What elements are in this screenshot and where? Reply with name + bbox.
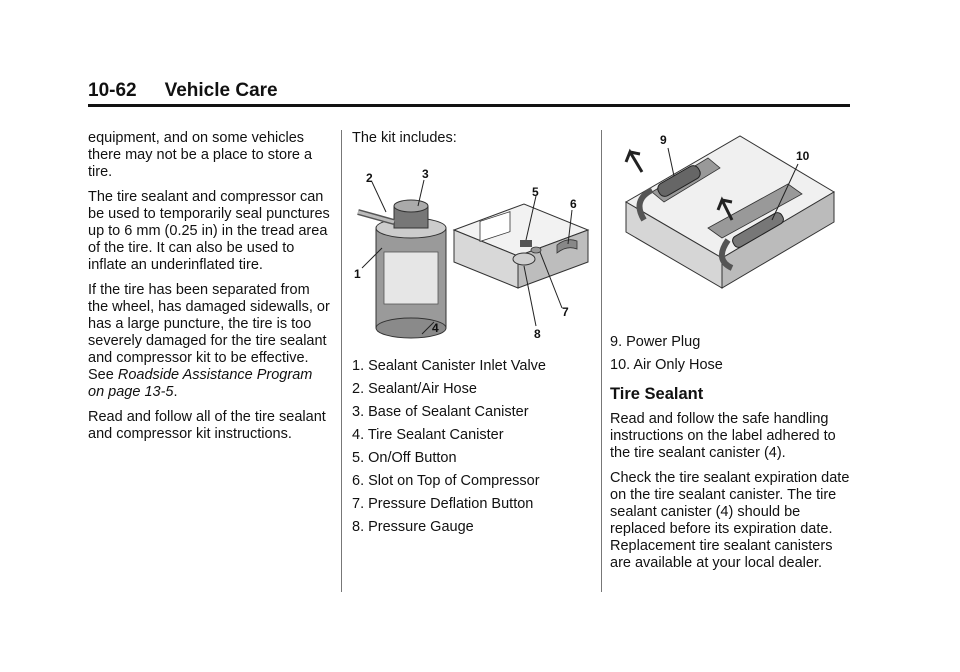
arrow-icon (626, 152, 642, 172)
list-item: 1. Sealant Canister Inlet Valve (352, 358, 546, 374)
paragraph: The tire sealant and compressor can be used to temporarily seal punctures up to 6 mm (0.25 in) in the tread area of the tire. It can also be used to inflate an underinflated tire. (88, 189, 330, 273)
callout-10: 10 (796, 149, 810, 163)
paragraph: Read and follow the safe handling instructions on the label adhered to the tire sealant canister (4). (610, 411, 836, 461)
kit-intro: The kit includes: (352, 130, 457, 146)
column-divider-2 (601, 130, 602, 592)
compressor-parts-list (610, 334, 852, 374)
paragraph: equipment, and on some vehicles there may not be a place to store a tire. (88, 130, 313, 180)
paragraph: Read and follow all of the tire sealant and compressor kit instructions. (88, 409, 326, 442)
column-2 (352, 130, 592, 155)
callout-6: 6 (570, 197, 577, 211)
paragraph: Check the tire sealant expiration date on the tire sealant canister. The tire sealant canister (4) should be replaced before its expiration date. Replacement tire sealant canisters are available at your local dealer. (610, 470, 850, 571)
page-header (88, 80, 278, 102)
sealant-compressor-kit-illustration (352, 160, 592, 350)
paragraph-end: . (173, 384, 178, 400)
list-item: 7. Pressure Deflation Button (352, 496, 534, 512)
column-3 (610, 334, 852, 580)
list-item: 9. Power Plug (610, 334, 701, 350)
section-title: Vehicle Care (164, 80, 278, 101)
list-item: 2. Sealant/Air Hose (352, 381, 477, 397)
column-1 (88, 130, 332, 451)
compressor-top-illustration (612, 128, 848, 324)
header-rule (88, 104, 850, 107)
list-item: 3. Base of Sealant Canister (352, 404, 529, 420)
callout-2: 2 (366, 171, 373, 185)
kit-contents-list (352, 358, 592, 542)
list-item: 4. Tire Sealant Canister (352, 427, 504, 443)
section-heading: Tire Sealant (610, 385, 704, 403)
list-item: 10. Air Only Hose (610, 357, 723, 373)
column-divider-1 (341, 130, 342, 592)
paragraph (88, 282, 332, 401)
list-item: 6. Slot on Top of Compressor (352, 473, 540, 489)
list-item: 8. Pressure Gauge (352, 519, 474, 535)
callout-4: 4 (432, 321, 439, 335)
page-number: 10-62 (88, 80, 137, 101)
cross-reference-link[interactable]: Roadside Assistance Program on page 13-5 (88, 367, 313, 400)
paragraph-text: If the tire has been separated from the wheel, has damaged sidewalls, or has a large puncture, the tire is too severely damaged for the tire sealant and compressor kit to be effective. See (88, 282, 330, 383)
callout-7: 7 (562, 305, 569, 319)
callout-9: 9 (660, 133, 667, 147)
callout-5: 5 (532, 185, 539, 199)
callout-3: 3 (422, 167, 429, 181)
callout-8: 8 (534, 327, 541, 341)
sealant-canister-illustration (358, 200, 446, 338)
compressor-illustration (454, 204, 588, 288)
list-item: 5. On/Off Button (352, 450, 457, 466)
callout-1: 1 (354, 267, 361, 281)
